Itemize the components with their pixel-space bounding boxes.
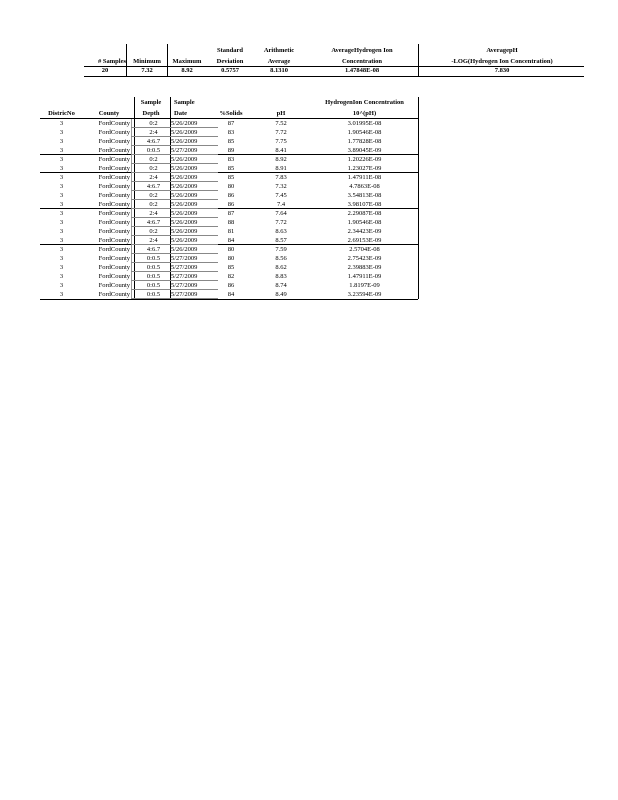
table-column-divider [170, 97, 171, 119]
cell-solids: 83 [227, 156, 235, 163]
table-cell-rule [131, 262, 218, 263]
summary-header-arith-avg [254, 47, 304, 66]
column-header-ph: pH [276, 110, 286, 117]
cell-county: FordCounty [98, 228, 130, 235]
table-cell-rule [131, 235, 218, 236]
table-group-rule [40, 208, 418, 209]
cell-ph: 8.62 [275, 264, 287, 271]
cell-solids: 84 [227, 237, 235, 244]
cell-dist: 3 [59, 183, 64, 190]
summary-divider [126, 44, 127, 77]
cell-dist: 3 [59, 255, 64, 262]
cell-county: FordCounty [98, 201, 130, 208]
cell-solids: 85 [227, 174, 235, 181]
table-row [40, 182, 418, 191]
cell-solids: 80 [227, 183, 235, 190]
column-header-depth [134, 99, 168, 118]
cell-dist: 3 [59, 273, 64, 280]
table-row [40, 128, 418, 137]
cell-dist: 3 [59, 165, 64, 172]
cell-county: FordCounty [98, 183, 130, 190]
table-cell-rule [131, 145, 218, 146]
cell-conc: 1.77828E-08 [347, 138, 382, 145]
cell-depth: 0:2 [149, 120, 158, 127]
cell-date: 5/26/2009 [171, 237, 198, 244]
cell-depth: 0:2 [149, 228, 158, 235]
table-row [40, 119, 418, 128]
cell-ph: 7.32 [275, 183, 287, 190]
cell-county: FordCounty [98, 147, 130, 154]
cell-conc: 1.47911E-09 [347, 273, 382, 280]
cell-conc: 1.90546E-08 [347, 129, 382, 136]
cell-date: 5/26/2009 [171, 246, 198, 253]
cell-dist: 3 [59, 219, 64, 226]
header-text: HydrogenIon Concentration [325, 99, 404, 106]
summary-value-arith-avg: 8.1310 [270, 67, 288, 74]
cell-depth: 0:2 [149, 156, 158, 163]
cell-ph: 7.75 [275, 138, 287, 145]
column-header-district: DistricNo [48, 110, 75, 117]
table-column-divider [170, 119, 171, 299]
column-header-concentration [311, 99, 418, 118]
cell-conc: 1.20226E-09 [347, 156, 382, 163]
header-text: Deviation [216, 58, 244, 65]
summary-header-minimum [128, 58, 166, 66]
cell-county: FordCounty [98, 210, 130, 217]
cell-date: 5/26/2009 [171, 201, 198, 208]
cell-depth: 2:4 [149, 129, 158, 136]
table-cell-rule [131, 253, 218, 254]
cell-depth: 0:2 [149, 165, 158, 172]
cell-ph: 8.56 [275, 255, 287, 262]
table-cell-rule [131, 181, 218, 182]
table-cell-rule [131, 226, 218, 227]
cell-county: FordCounty [98, 156, 130, 163]
cell-county: FordCounty [98, 165, 130, 172]
table-row [40, 263, 418, 272]
header-text: AveragepH [486, 47, 518, 54]
cell-ph: 8.92 [275, 156, 287, 163]
cell-depth: 4:6.7 [146, 183, 161, 190]
header-text: Minimum [133, 58, 161, 65]
cell-conc: 3.23594E-09 [347, 291, 382, 298]
cell-conc: 2.75423E-09 [347, 255, 382, 262]
cell-dist: 3 [59, 147, 64, 154]
column-header-solids: %Solids [219, 110, 243, 117]
table-row [40, 155, 418, 164]
cell-depth: 4:6.7 [146, 246, 161, 253]
cell-county: FordCounty [98, 273, 130, 280]
cell-dist: 3 [59, 156, 64, 163]
cell-county: FordCounty [98, 120, 130, 127]
cell-dist: 3 [59, 282, 64, 289]
cell-depth: 0:0.5 [146, 255, 161, 262]
table-group-rule [40, 244, 418, 245]
cell-county: FordCounty [98, 129, 130, 136]
cell-county: FordCounty [98, 282, 130, 289]
cell-conc: 3.89045E-09 [347, 147, 382, 154]
cell-ph: 8.83 [275, 273, 287, 280]
cell-depth: 0:0.5 [146, 291, 161, 298]
cell-ph: 7.59 [275, 246, 287, 253]
column-header-date [170, 99, 210, 118]
header-text: Maximum [172, 58, 202, 65]
cell-date: 5/26/2009 [171, 120, 198, 127]
table-column-divider [418, 97, 419, 119]
cell-ph: 7.45 [275, 192, 287, 199]
cell-ph: 7.83 [275, 174, 287, 181]
cell-ph: 7.52 [275, 120, 287, 127]
cell-conc: 3.98107E-08 [347, 201, 382, 208]
header-text: # Samples [98, 58, 126, 65]
cell-date: 5/26/2009 [171, 138, 198, 145]
cell-dist: 3 [59, 228, 64, 235]
cell-conc: 3.54813E-08 [347, 192, 382, 199]
cell-ph: 7.4 [276, 201, 286, 208]
header-text: Standard [216, 47, 243, 54]
table-row [40, 209, 418, 218]
table-bottom-rule [40, 299, 418, 300]
cell-conc: 4.7863E-08 [349, 183, 380, 190]
cell-conc: 1.23027E-09 [347, 165, 382, 172]
cell-date: 5/27/2009 [171, 264, 198, 271]
table-row [40, 218, 418, 227]
cell-dist: 3 [59, 291, 64, 298]
cell-conc: 1.90546E-08 [347, 219, 382, 226]
table-group-rule [40, 154, 418, 155]
cell-solids: 86 [227, 192, 235, 199]
cell-conc: 2.39883E-09 [347, 264, 382, 271]
summary-header-maximum [168, 58, 206, 66]
table-row [40, 254, 418, 263]
table-row [40, 272, 418, 281]
cell-solids: 87 [227, 120, 235, 127]
header-text: Depth [142, 110, 160, 117]
header-text: Concentration [341, 58, 383, 65]
cell-solids: 85 [227, 138, 235, 145]
cell-conc: 2.69153E-09 [347, 237, 382, 244]
table-cell-divider [131, 119, 132, 299]
cell-date: 5/26/2009 [171, 228, 198, 235]
table-column-divider [134, 119, 135, 299]
cell-county: FordCounty [98, 237, 130, 244]
table-cell-rule [131, 280, 218, 281]
cell-depth: 0:0.5 [146, 264, 161, 271]
table-cell-rule [131, 172, 218, 173]
cell-date: 5/26/2009 [171, 183, 198, 190]
cell-ph: 8.49 [275, 291, 287, 298]
cell-solids: 86 [227, 201, 235, 208]
header-text: Date [174, 110, 187, 117]
cell-date: 5/26/2009 [171, 129, 198, 136]
header-text: Sample [140, 99, 162, 106]
cell-date: 5/26/2009 [171, 192, 198, 199]
summary-value-avg-ph: 7.830 [494, 67, 510, 74]
header-text: Arithmetic [263, 47, 295, 54]
cell-conc: 2.5704E-08 [349, 246, 380, 253]
cell-solids: 81 [227, 228, 235, 235]
summary-value-maximum: 8.92 [181, 67, 193, 74]
table-cell-rule [131, 154, 218, 155]
cell-depth: 0:2 [149, 201, 158, 208]
summary-bottom-rule [84, 76, 584, 77]
cell-dist: 3 [59, 201, 64, 208]
cell-solids: 83 [227, 129, 235, 136]
summary-divider [418, 44, 419, 77]
summary-header-std-dev [208, 47, 252, 66]
cell-depth: 0:2 [149, 192, 158, 199]
cell-ph: 8.74 [275, 282, 287, 289]
cell-dist: 3 [59, 237, 64, 244]
cell-county: FordCounty [98, 264, 130, 271]
cell-ph: 7.64 [275, 210, 287, 217]
cell-ph: 8.41 [275, 147, 287, 154]
table-row [40, 227, 418, 236]
cell-conc: 1.47911E-08 [347, 174, 382, 181]
header-text: Sample [174, 99, 195, 106]
table-cell-rule [131, 244, 218, 245]
cell-conc: 3.01995E-08 [347, 120, 382, 127]
cell-county: FordCounty [98, 219, 130, 226]
table-row [40, 281, 418, 290]
summary-value-samples: 20 [101, 67, 109, 74]
table-row [40, 173, 418, 182]
table-cell-rule [131, 208, 218, 209]
cell-solids: 89 [227, 147, 235, 154]
cell-depth: 0:0.5 [146, 147, 161, 154]
cell-date: 5/27/2009 [171, 282, 198, 289]
cell-date: 5/27/2009 [171, 273, 198, 280]
summary-value-minimum: 7.32 [141, 67, 153, 74]
cell-county: FordCounty [98, 138, 130, 145]
cell-solids: 87 [227, 210, 235, 217]
cell-date: 5/26/2009 [171, 156, 198, 163]
cell-dist: 3 [59, 192, 64, 199]
table-cell-rule [131, 136, 218, 137]
cell-dist: 3 [59, 138, 64, 145]
cell-depth: 4:6.7 [146, 219, 161, 226]
cell-depth: 0:0.5 [146, 282, 161, 289]
table-row [40, 290, 418, 299]
table-column-divider [418, 119, 419, 299]
table-cell-rule [131, 127, 218, 128]
header-text: -LOG(Hydrogen Ion Concentration) [451, 58, 553, 65]
cell-solids: 80 [227, 246, 235, 253]
summary-header-avg-conc [306, 47, 418, 66]
header-text: 10^(pH) [352, 110, 377, 117]
cell-date: 5/26/2009 [171, 210, 198, 217]
summary-value-avg-conc: 1.47848E-08 [344, 67, 380, 74]
table-cell-rule [131, 289, 218, 290]
cell-solids: 86 [227, 282, 235, 289]
table-row [40, 245, 418, 254]
cell-dist: 3 [59, 210, 64, 217]
table-column-divider [134, 97, 135, 119]
cell-dist: 3 [59, 174, 64, 181]
cell-county: FordCounty [98, 174, 130, 181]
cell-county: FordCounty [98, 291, 130, 298]
cell-date: 5/27/2009 [171, 291, 198, 298]
cell-conc: 2.34423E-09 [347, 228, 382, 235]
cell-dist: 3 [59, 264, 64, 271]
cell-depth: 2:4 [149, 210, 158, 217]
summary-value-std-dev: 0.5757 [221, 67, 239, 74]
cell-depth: 0:0.5 [146, 273, 161, 280]
cell-date: 5/26/2009 [171, 219, 198, 226]
table-cell-rule [131, 163, 218, 164]
summary-header-avg-ph [420, 47, 584, 66]
cell-solids: 84 [227, 291, 235, 298]
cell-solids: 88 [227, 219, 235, 226]
header-text: AverageHydrogen Ion [331, 47, 393, 54]
cell-depth: 2:4 [149, 237, 158, 244]
cell-county: FordCounty [98, 255, 130, 262]
cell-depth: 2:4 [149, 174, 158, 181]
cell-solids: 82 [227, 273, 235, 280]
column-header-county: County [98, 110, 120, 117]
cell-dist: 3 [59, 246, 64, 253]
table-row [40, 137, 418, 146]
cell-conc: 2.29087E-08 [347, 210, 382, 217]
cell-county: FordCounty [98, 192, 130, 199]
cell-date: 5/26/2009 [171, 174, 198, 181]
cell-conc: 1.8197E-09 [349, 282, 380, 289]
cell-date: 5/26/2009 [171, 165, 198, 172]
cell-solids: 85 [227, 165, 235, 172]
cell-dist: 3 [59, 129, 64, 136]
cell-ph: 8.63 [275, 228, 287, 235]
cell-dist: 3 [59, 120, 64, 127]
cell-ph: 7.72 [275, 129, 287, 136]
cell-ph: 8.91 [275, 165, 287, 172]
table-row [40, 191, 418, 200]
cell-ph: 8.57 [275, 237, 287, 244]
table-cell-rule [131, 271, 218, 272]
cell-county: FordCounty [98, 246, 130, 253]
cell-solids: 80 [227, 255, 235, 262]
cell-date: 5/27/2009 [171, 255, 198, 262]
cell-solids: 85 [227, 264, 235, 271]
header-text: Average [267, 58, 291, 65]
cell-depth: 4:6.7 [146, 138, 161, 145]
table-cell-rule [131, 217, 218, 218]
summary-header-samples [84, 58, 126, 66]
table-group-rule [40, 172, 418, 173]
table-cell-rule [131, 199, 218, 200]
table-cell-rule [131, 190, 218, 191]
cell-date: 5/27/2009 [171, 147, 198, 154]
cell-ph: 7.72 [275, 219, 287, 226]
